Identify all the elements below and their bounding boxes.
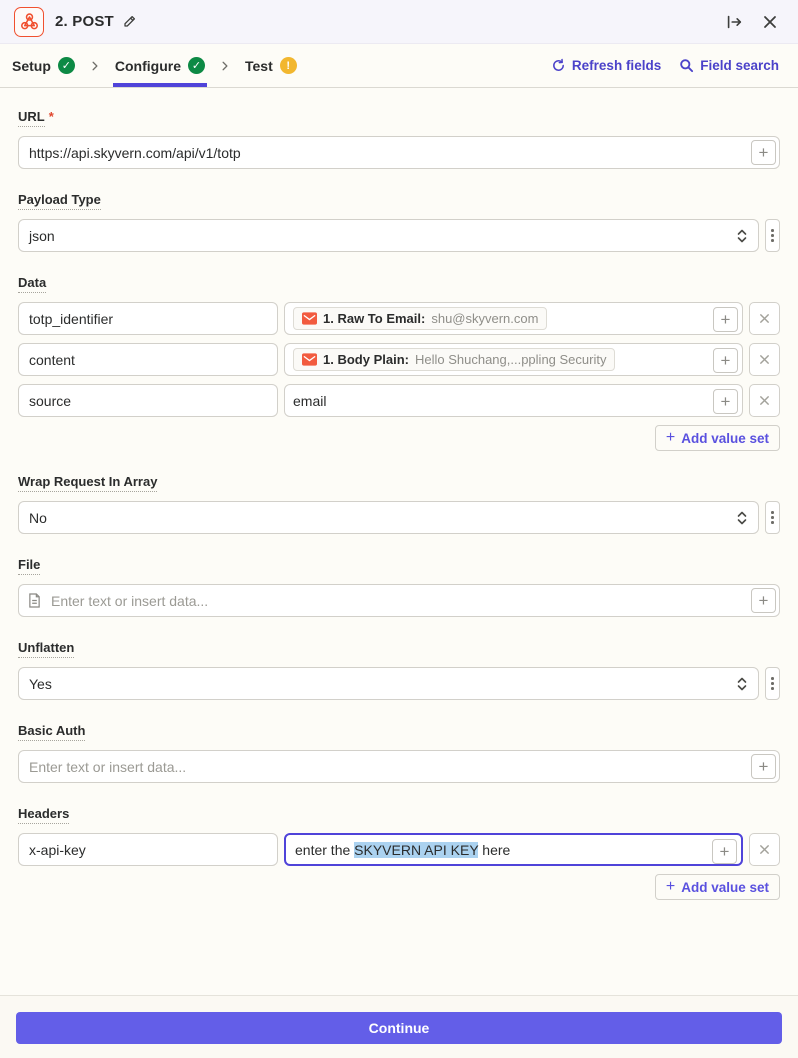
select-chevrons-icon	[736, 676, 748, 692]
tab-test-label: Test	[245, 57, 273, 74]
data-value-text: email	[293, 392, 327, 409]
value-segment: enter the	[295, 841, 355, 858]
insert-data-plus-icon[interactable]: +	[713, 389, 738, 414]
url-section	[18, 108, 780, 169]
refresh-fields-label: Refresh fields	[571, 58, 662, 73]
test-warning-icon: !	[280, 57, 297, 74]
data-row	[18, 343, 780, 376]
remove-row-icon[interactable]	[749, 384, 780, 417]
payload-type-label: Payload Type	[18, 192, 101, 210]
add-value-set-label: Add value set	[681, 430, 769, 446]
setup-complete-icon: ✓	[58, 57, 75, 74]
unflatten-section	[18, 639, 780, 700]
step-title: 2. POST	[55, 13, 114, 30]
payload-type-value: json	[29, 227, 55, 244]
insert-data-plus-icon[interactable]: +	[751, 140, 776, 165]
refresh-fields-button[interactable]	[542, 44, 670, 87]
select-chevrons-icon	[736, 510, 748, 526]
data-row	[18, 302, 780, 335]
step-tabbar	[0, 44, 798, 88]
required-asterisk: *	[48, 109, 54, 124]
chevron-right-icon	[77, 44, 113, 87]
wrap-request-label: Wrap Request In Array	[18, 474, 157, 492]
email-icon	[302, 312, 317, 325]
data-key-input[interactable]	[18, 343, 278, 376]
tab-test[interactable]	[243, 44, 299, 87]
insert-data-plus-icon[interactable]: +	[712, 839, 737, 864]
search-icon	[679, 58, 694, 73]
data-key-input[interactable]	[18, 384, 278, 417]
collapse-panel-icon[interactable]	[720, 8, 748, 36]
select-chevrons-icon	[736, 228, 748, 244]
tab-setup[interactable]	[10, 44, 77, 87]
data-value-field[interactable]	[284, 384, 743, 417]
edit-title-icon[interactable]	[122, 14, 137, 29]
pill-label: 1. Raw To Email:	[323, 311, 426, 326]
unflatten-value: Yes	[29, 675, 52, 692]
headers-label: Headers	[18, 806, 69, 824]
unflatten-select[interactable]	[18, 667, 759, 700]
data-value-field[interactable]	[284, 302, 743, 335]
header-value-field[interactable]	[284, 833, 743, 866]
webhook-app-icon	[14, 7, 44, 37]
url-input[interactable]	[18, 136, 780, 169]
unflatten-label: Unflatten	[18, 640, 74, 658]
headers-row	[18, 833, 780, 866]
payload-type-section	[18, 191, 780, 252]
tab-setup-label: Setup	[12, 57, 51, 74]
file-section	[18, 556, 780, 617]
plus-icon: +	[665, 878, 676, 895]
insert-data-plus-icon[interactable]: +	[713, 348, 738, 373]
configure-complete-icon: ✓	[188, 57, 205, 74]
remove-row-icon[interactable]	[749, 833, 780, 866]
unflatten-menu-icon[interactable]	[765, 667, 780, 700]
headers-section	[18, 805, 780, 900]
close-icon[interactable]	[756, 8, 784, 36]
field-search-label: Field search	[700, 58, 779, 73]
add-value-set-button[interactable]	[655, 874, 780, 900]
mapped-field-pill[interactable]	[293, 307, 547, 330]
refresh-icon	[551, 58, 566, 73]
pill-value: Hello Shuchang,...ppling Security	[414, 352, 607, 367]
url-label: URL	[18, 109, 45, 127]
add-value-set-button[interactable]	[655, 425, 780, 451]
payload-type-select[interactable]	[18, 219, 759, 252]
remove-row-icon[interactable]	[749, 302, 780, 335]
insert-data-plus-icon[interactable]: +	[751, 588, 776, 613]
insert-data-plus-icon[interactable]: +	[751, 754, 776, 779]
basic-auth-input[interactable]	[18, 750, 780, 783]
wrap-request-section	[18, 473, 780, 534]
data-row	[18, 384, 780, 417]
payload-type-menu-icon[interactable]	[765, 219, 780, 252]
remove-row-icon[interactable]	[749, 343, 780, 376]
field-search-button[interactable]	[670, 44, 788, 87]
wrap-request-select[interactable]	[18, 501, 759, 534]
file-input[interactable]	[18, 584, 780, 617]
data-value-field[interactable]	[284, 343, 743, 376]
header-value-text	[295, 842, 510, 858]
tab-configure[interactable]	[113, 44, 207, 87]
pill-label: 1. Body Plain:	[323, 352, 409, 367]
data-key-input[interactable]	[18, 302, 278, 335]
header-key-input[interactable]	[18, 833, 278, 866]
file-label: File	[18, 557, 40, 575]
add-value-set-label: Add value set	[681, 879, 769, 895]
basic-auth-label: Basic Auth	[18, 723, 85, 741]
plus-icon: +	[665, 429, 676, 446]
pill-value: shu@skyvern.com	[431, 311, 539, 326]
data-section	[18, 274, 780, 451]
value-segment: here	[478, 841, 511, 858]
email-icon	[302, 353, 317, 366]
footer	[0, 995, 798, 1058]
basic-auth-section	[18, 722, 780, 783]
titlebar	[0, 0, 798, 44]
insert-data-plus-icon[interactable]: +	[713, 307, 738, 332]
continue-button[interactable]: Continue	[16, 1012, 782, 1044]
configure-form	[0, 88, 798, 995]
chevron-right-icon	[207, 44, 243, 87]
wrap-request-menu-icon[interactable]	[765, 501, 780, 534]
data-label: Data	[18, 275, 46, 293]
wrap-request-value: No	[29, 509, 47, 526]
mapped-field-pill[interactable]	[293, 348, 615, 371]
selected-text: SKYVERN API KEY	[354, 841, 479, 858]
tab-configure-label: Configure	[114, 57, 181, 74]
